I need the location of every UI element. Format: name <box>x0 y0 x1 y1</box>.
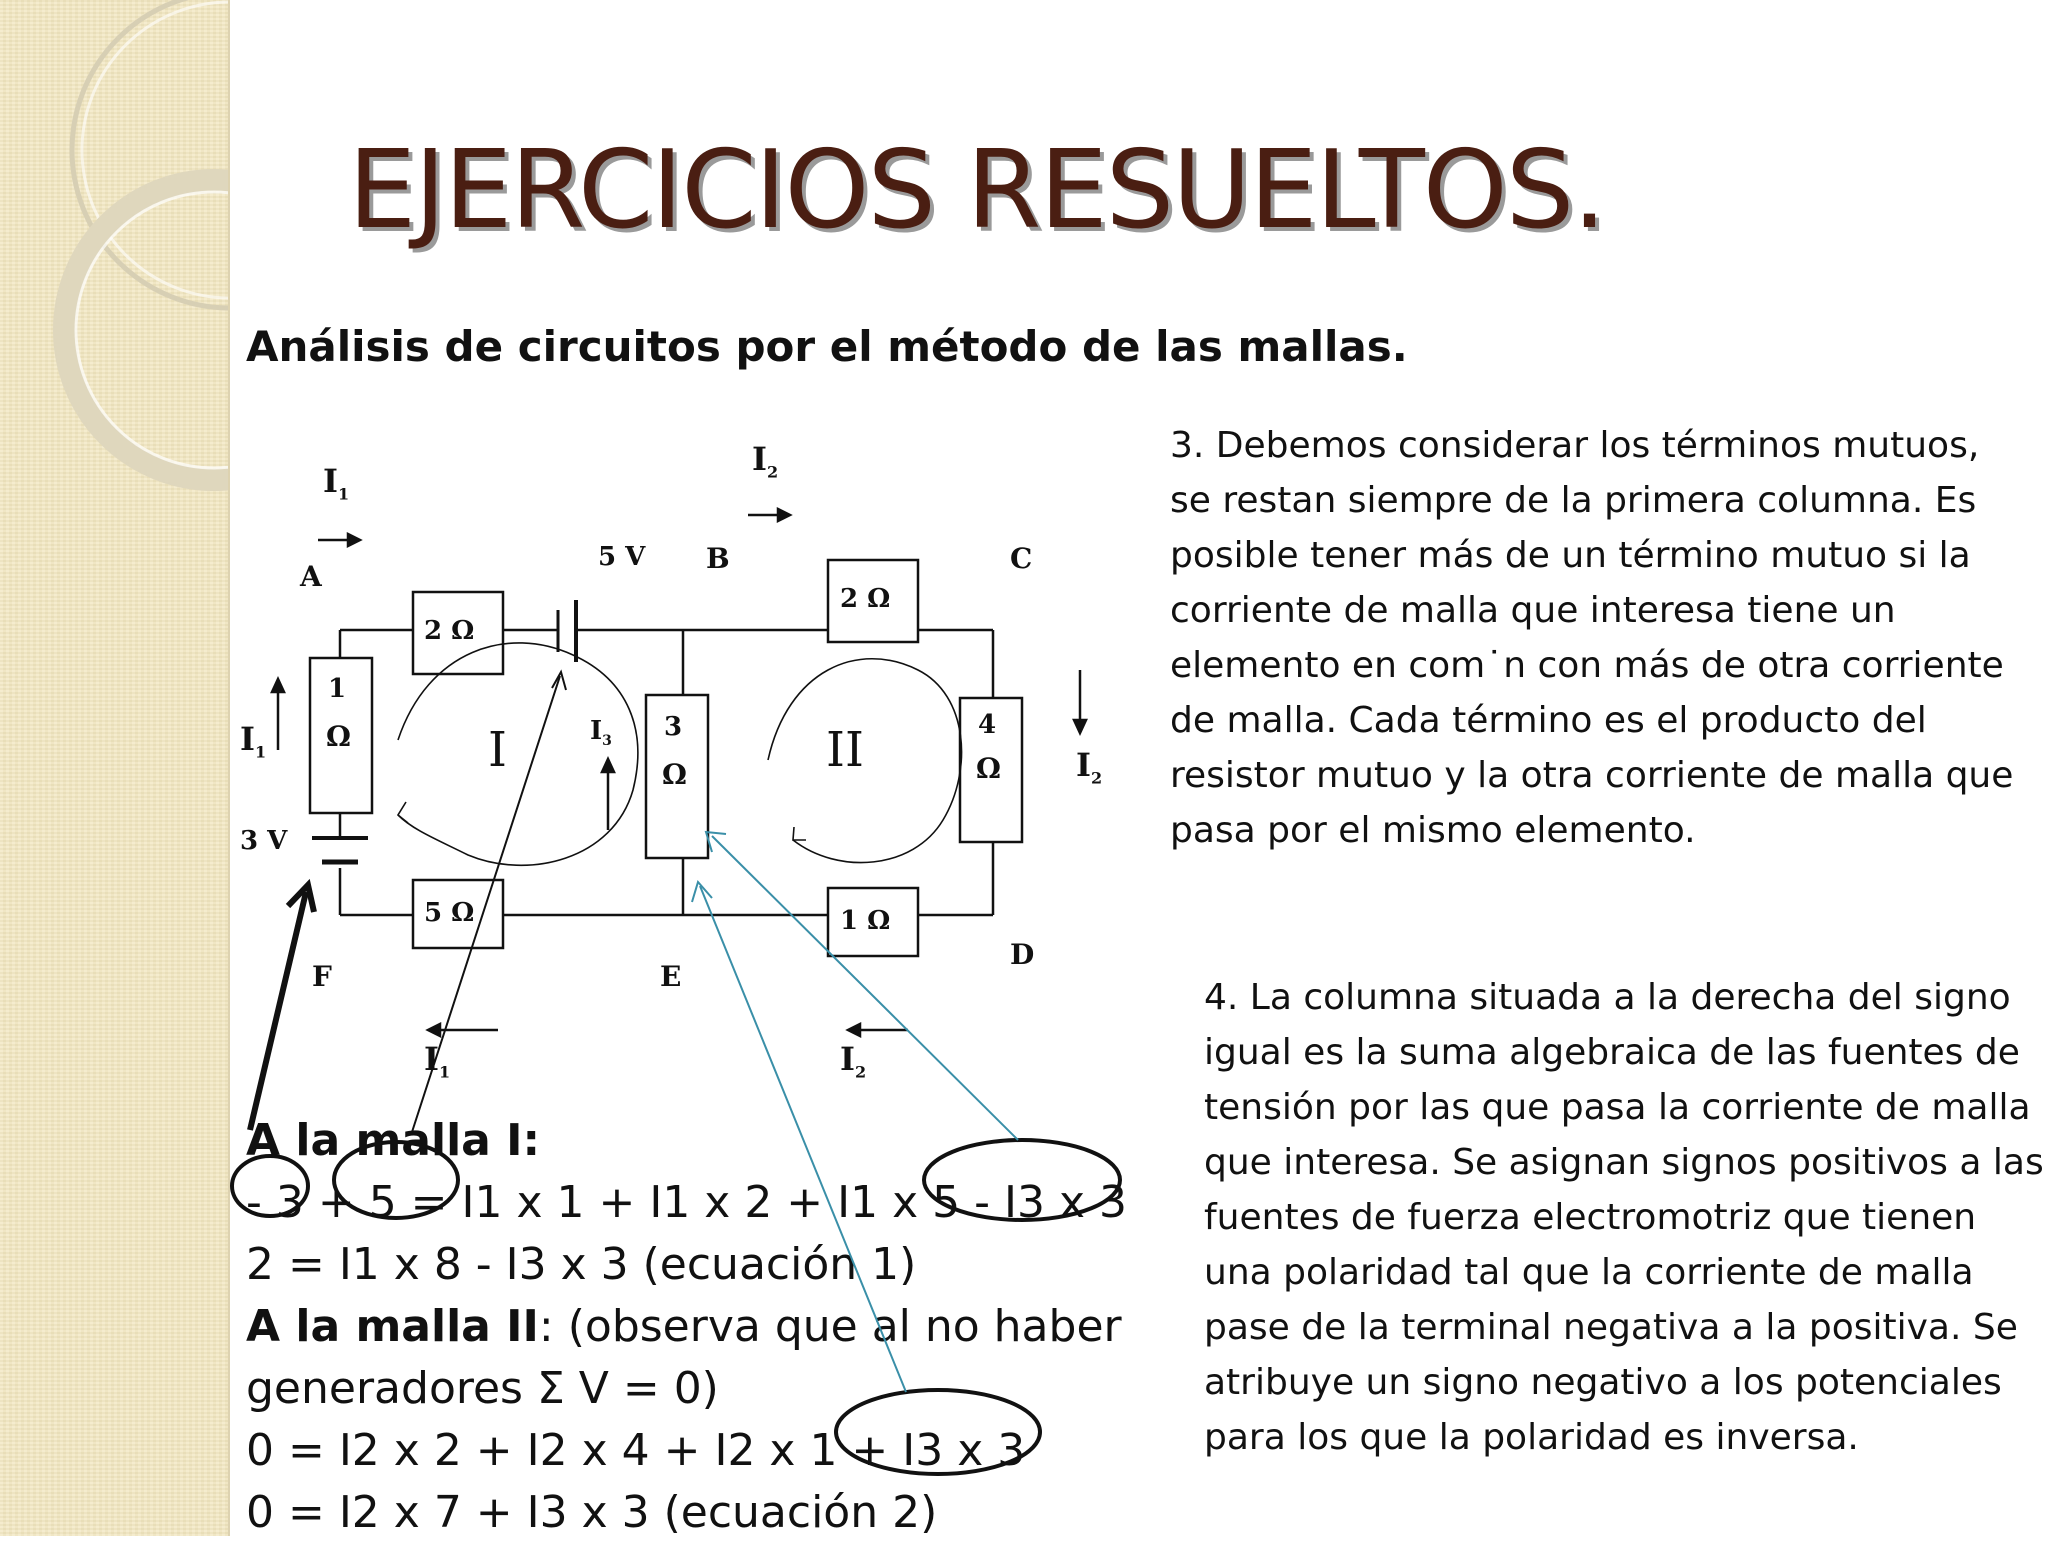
source-top-label: 5 V <box>598 542 646 572</box>
mesh-2-note-continued: generadores Σ V = 0) <box>246 1363 719 1414</box>
resistor-bottom-right-value: 1 Ω <box>840 906 891 936</box>
mesh-1-equation: - 3 + 5 = I1 x 1 + I1 x 2 + I1 x 5 - I3 x 3 <box>246 1177 1127 1228</box>
mesh-equations <box>246 1110 1146 1544</box>
node-e-label: E <box>660 960 682 993</box>
mesh-1-heading: A la malla I: <box>246 1115 541 1166</box>
resistor-left-number: 1 <box>328 674 347 704</box>
mesh-1-equation-simplified: 2 = I1 x 8 - I3 x 3 (ecuación 1) <box>246 1239 917 1290</box>
resistor-top-right-value: 2 Ω <box>840 584 891 614</box>
current-i2-top: $I_2$ <box>752 440 779 482</box>
mesh-2-label: II <box>826 722 864 778</box>
node-f-label: F <box>312 960 332 993</box>
circuit-labels <box>228 430 1148 1110</box>
current-i2-right: $I_2$ <box>1076 746 1103 788</box>
resistor-center-unit: Ω <box>662 758 687 791</box>
mesh-1-label: I <box>488 722 507 778</box>
node-a-label: A <box>300 560 322 593</box>
slide-subtitle: Análisis de circuitos por el método de las mallas. <box>246 322 1408 371</box>
decorative-rings <box>0 0 228 1536</box>
resistor-center-number: 3 <box>664 712 683 742</box>
resistor-top-left-value: 2 Ω <box>424 616 475 646</box>
mesh-2-heading: A la malla II <box>246 1301 539 1352</box>
decorative-side-band <box>0 0 230 1536</box>
resistor-bottom-left-value: 5 Ω <box>424 898 475 928</box>
current-i1-top: $I_1$ <box>323 462 350 504</box>
mesh-2-heading-line <box>246 1296 1146 1358</box>
mesh-2-equation-simplified: 0 = I2 x 7 + I3 x 3 (ecuación 2) <box>246 1487 938 1538</box>
current-i3-center: $I_3$ <box>590 716 612 750</box>
current-i2-bottom: $I_2$ <box>840 1040 867 1082</box>
node-b-label: B <box>706 542 730 575</box>
mesh-2-equation: 0 = I2 x 2 + I2 x 4 + I2 x 1 + I3 x 3 <box>246 1425 1026 1476</box>
slide-title: EJERCICIOS RESUELTOS. <box>348 128 1605 253</box>
node-d-label: D <box>1010 938 1035 971</box>
mesh-2-heading-note: : (observa que al no haber <box>538 1301 1122 1352</box>
paragraph-step-4: 4. La columna situada a la derecha del signo igual es la suma algebraica de las fuentes de tensión por las que pasa la corriente de malla que interesa. Se asignan signos positivos a las fuentes de fuerza electromotriz que tienen una polaridad tal que la corriente de malla pase de la terminal negativa a la positiva. Se atribuye un signo negativo a los potenciales para los que la polaridad es inversa. <box>1204 977 2044 1458</box>
paragraph-step-3: 3. Debemos considerar los términos mutuos, se restan siempre de la primera columna. Es posible tener más de un término mutuo si la corriente de malla que interesa tiene un elemento en com˙n con más de otra corriente de malla. Cada término es el producto del resistor mutuo y la otra corriente de malla que pasa por el mismo elemento. <box>1170 425 2014 851</box>
current-i1-left: $I_1$ <box>240 720 267 762</box>
node-c-label: C <box>1010 542 1033 575</box>
resistor-right-unit: Ω <box>976 752 1001 785</box>
current-i1-bottom: $I_1$ <box>424 1040 451 1082</box>
resistor-right-number: 4 <box>978 710 997 740</box>
resistor-left-unit: Ω <box>326 720 351 753</box>
source-left-label: 3 V <box>240 826 288 856</box>
